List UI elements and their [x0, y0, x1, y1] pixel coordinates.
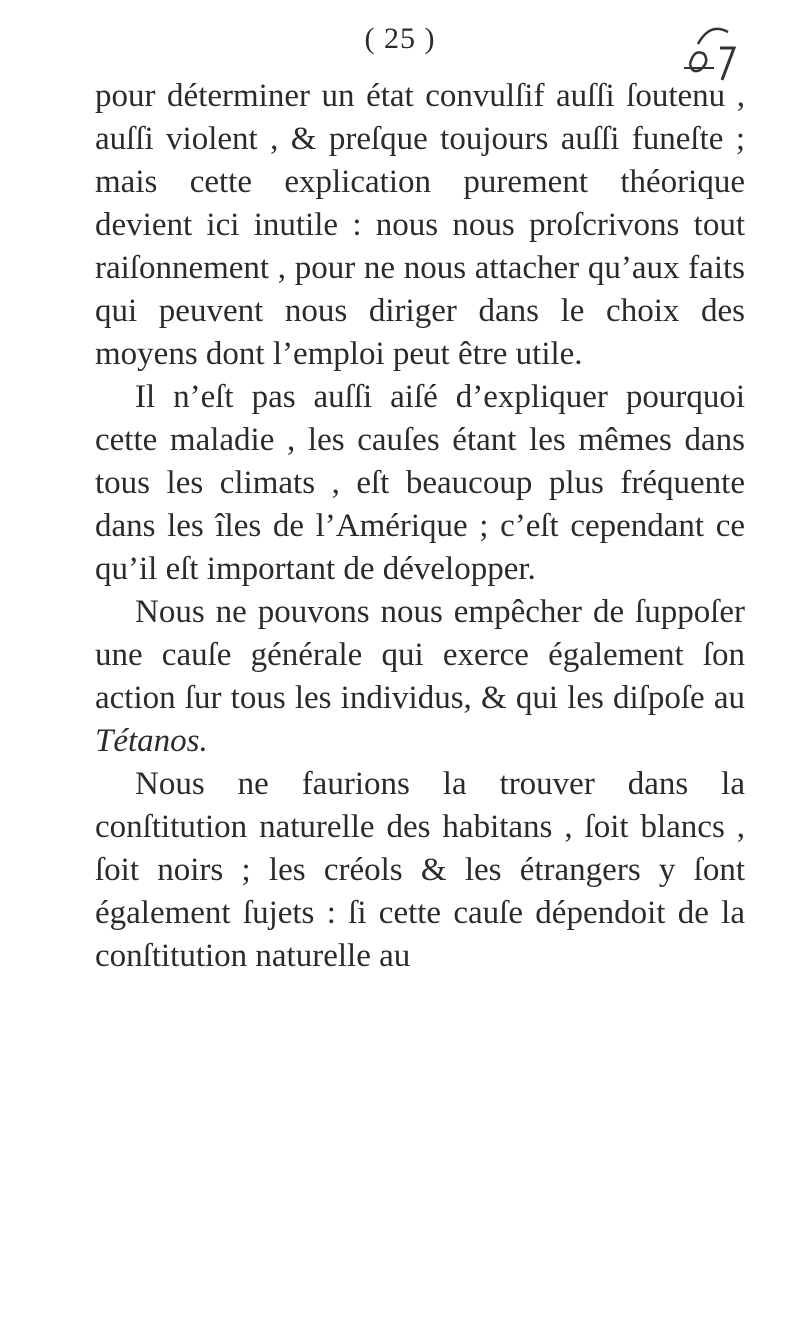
body-text — [95, 75, 745, 978]
handwritten-folio-mark — [670, 14, 740, 84]
paragraph-4: Nous ne faurions la trouver dans la conſtitution naturelle des habitans , ſoit blancs , ſoit noirs ; les créols & les étrangers y ſont également ſujets : ſi cette cauſe dépendoit de la conſtitution naturelle au — [95, 766, 745, 974]
page-number: ( 25 ) — [364, 22, 436, 55]
paragraph-3-italic: Tétanos. — [95, 723, 208, 759]
paragraph-3-text: Nous ne pouvons nous empêcher de ſuppoſer une cauſe générale qui exerce également ſon action ſur tous les individus, & qui les diſpoſe au — [95, 594, 745, 716]
paragraph-2: Il n’eſt pas auſſi aiſé d’expliquer pourquoi cette maladie , les cauſes étant les mêmes dans tous les climats , eſt beaucoup plus fréquente dans les îles de l’Amérique ; c’eſt cependant ce qu’il eſt important de développer. — [95, 379, 745, 587]
svg-text:67: 67 — [690, 64, 691, 65]
paragraph-3 — [95, 591, 745, 763]
paragraph-1: pour déterminer un état convulſif auſſi ſoutenu , auſſi violent , & preſque toujours auſſi funeſte ; mais cette explication purement théorique devient ici inutile : nous nous proſcrivons tout raiſonnement , pour ne nous attacher qu’aux faits qui peuvent nous diriger dans le choix des moyens dont l’emploi peut être utile. — [95, 78, 745, 372]
